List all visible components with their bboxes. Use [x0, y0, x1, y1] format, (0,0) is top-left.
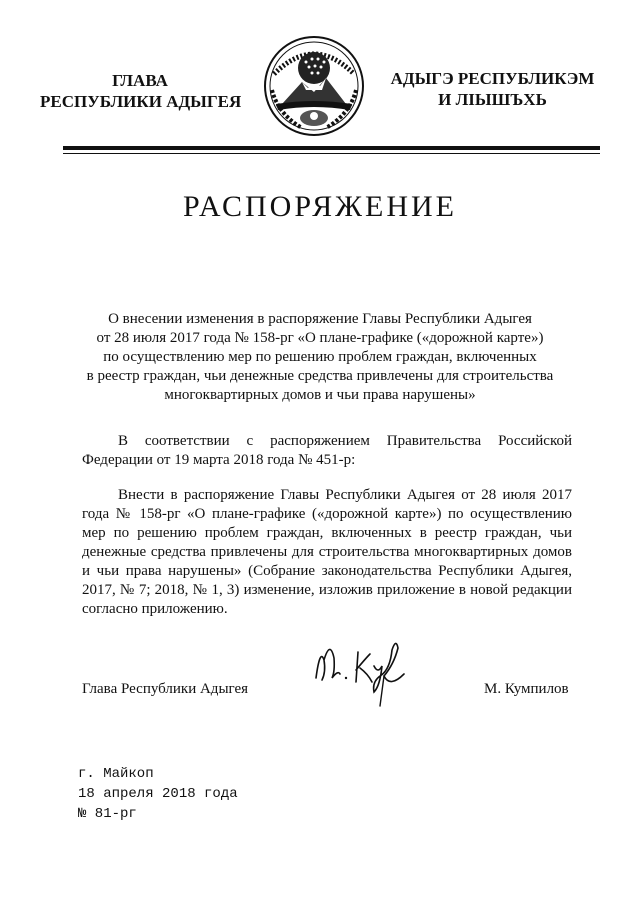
subject-line-1: О внесении изменения в распоряжение Главы Республики Адыгея [108, 311, 532, 327]
handwritten-signature [308, 630, 418, 710]
footer-number: № 81-рг [78, 806, 137, 822]
subject-line-3: по осуществлению мер по решению проблем граждан, включенных [103, 349, 537, 365]
footer-city: г. Майкоп [78, 766, 154, 782]
header-right [385, 68, 600, 110]
signatory-name: М. Кумпилов [484, 681, 569, 697]
header-rule-thick [63, 146, 600, 150]
subject-line-4: в реестр граждан, чьи денежные средства привлечены для строительства [86, 368, 554, 384]
subject-line-5: многоквартирных домов и чьи права нарушены» [164, 387, 476, 403]
coat-of-arms-icon [262, 34, 366, 138]
header-rule-thin [63, 153, 600, 154]
document-subject [80, 310, 560, 405]
signatory-position: Глава Республики Адыгея [82, 681, 249, 697]
header-left [40, 70, 240, 112]
body-paragraph-2: Внести в распоряжение Главы Республики Адыгея от 28 июля 2017 года № 158-рг «О плане-графике («дорожной карте») по осуществлению мер по решению проблем граждан, включенных в реестр граждан, чьи денежные средства привлечены для строительства многоквартирных домов и чьи права нарушены» (Собрание законодательства Республики Адыгея, 2017, № 7; 2018, № 1, 3) изменение, изложив приложение в новой редакции согласно приложению. [82, 487, 572, 617]
subject-line-2: от 28 июля 2017 года № 158-рг «О плане-графике («дорожной карте») [96, 330, 544, 346]
header-left-line-1: ГЛАВА [112, 71, 168, 90]
document-title: РАСПОРЯЖЕНИЕ [182, 190, 458, 223]
document-footer [78, 764, 238, 824]
header-left-line-2: РЕСПУБЛИКИ АДЫГЕЯ [40, 92, 242, 111]
body-paragraph-1: В соответствии с распоряжением Правительства Российской Федерации от 19 марта 2018 года № 451-р: [82, 433, 572, 468]
header-right-line-2: И ЛІЫШЪХЬ [438, 90, 547, 109]
header-right-line-1: АДЫГЭ РЕСПУБЛИКЭМ [390, 69, 595, 88]
footer-date: 18 апреля 2018 года [78, 786, 238, 802]
